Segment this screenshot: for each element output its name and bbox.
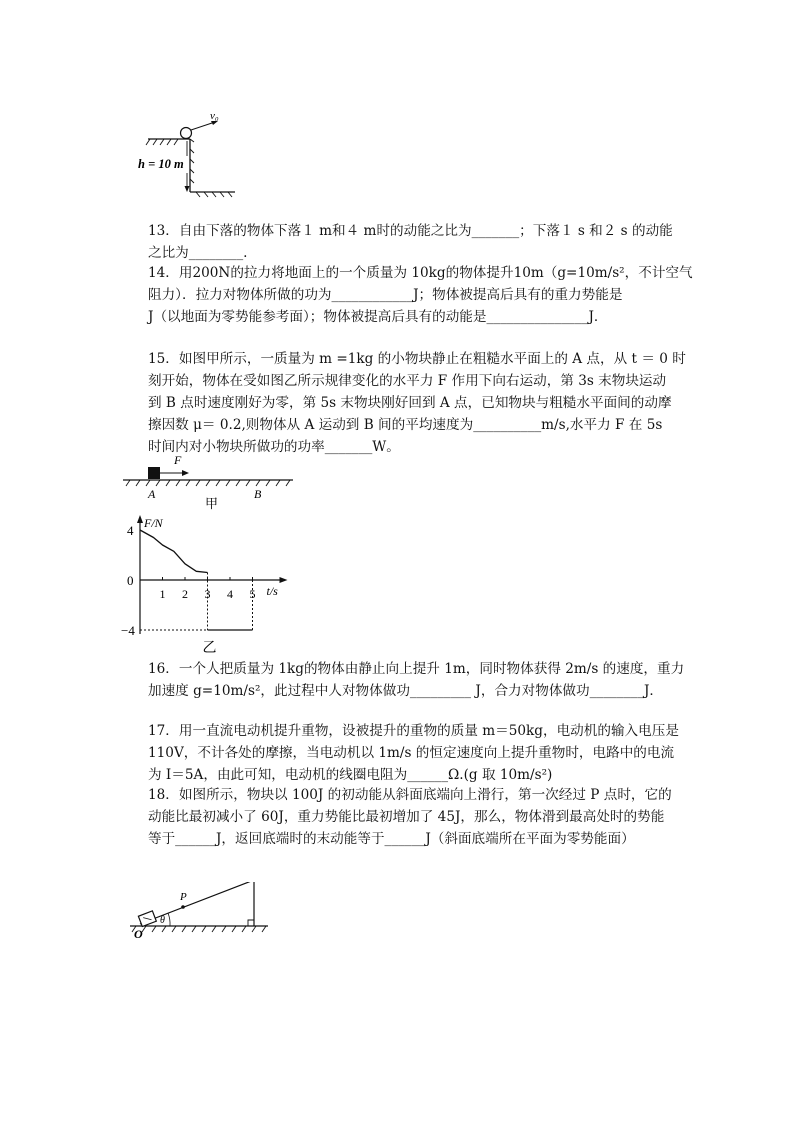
caption-jia: 甲: [205, 496, 219, 511]
q14-line-3: J（以地面为零势能参考面）；物体被提高后具有的动能是_______________J．: [148, 309, 608, 325]
x-tick-label: 2: [182, 587, 188, 601]
q17-line-2: 110V，不计各处的摩擦，当电动机以 1m/s 的恒定速度向上提升重物时，电路中的电流: [148, 745, 675, 761]
cliff-figure: [130, 105, 240, 200]
q18-line-3: 等于______J，返回底端时的末动能等于______J（斜面底端所在平面为零势能面）: [148, 831, 635, 847]
x-axis-arrow: [280, 577, 288, 583]
q14-line-1: 14．用200N的拉力将地面上的一个质量为 10kg的物体提升10m（g=10m/s²，不计空气: [148, 265, 693, 281]
q14-line-2: 阻力）．拉力对物体所做的功为____________J；物体被提高后具有的重力势能是: [148, 287, 623, 303]
force-label: F: [174, 453, 182, 467]
q15-line-2: 刻开始，物体在受如图乙所示规律变化的水平力 F 作用下向右运动，第 3s 末物块运动: [148, 373, 667, 389]
x-tick-label: 3: [204, 587, 211, 601]
point-a: A: [148, 487, 156, 501]
figure-jia: [118, 450, 298, 512]
q17-line-1: 17．用一直流电动机提升重物，设被提升的重物的质量 m＝50kg，电动机的输入电压是: [148, 723, 679, 739]
q16-line-1: 16．一个人把质量为 1kg的物体由静止向上提升 1m，同时物体获得 2m/s 的速度，重力: [148, 661, 685, 677]
y-axis-arrow: [137, 515, 143, 523]
q15-line-3: 到 B 点时速度刚好为零，第 5s 末物块刚好回到 A 点，已知物块与粗糙水平面间的动摩: [148, 395, 672, 411]
figure-yi-chart: [120, 512, 310, 657]
y-tick-label: 4: [127, 523, 134, 538]
force-curve-decreasing: [140, 530, 208, 573]
x-tick-label: 4: [227, 587, 233, 601]
point-b: B: [254, 487, 262, 501]
y-tick-label: −4: [121, 623, 135, 638]
height-label: h = 10 m: [138, 157, 184, 171]
ball: [181, 128, 192, 139]
q18-line-2: 动能比最初减小了 60J，重力势能比最初增加了 45J，那么，物体滑到最高处时的势能: [148, 809, 665, 825]
block: [148, 467, 160, 479]
q15-line-4: 擦因数 μ＝ 0.2,则物体从 A 运动到 B 间的平均速度为__________m/s,水平力 F 在 5s: [148, 417, 663, 433]
q13-line-1: 13．自由下落的物体下落１ m和４ m时的动能之比为_______；下落１ s 和２ s 的动能: [148, 223, 673, 239]
q13-line-2: 之比为________.: [148, 245, 248, 261]
x-tick-label: 1: [159, 587, 166, 601]
q17-line-3: 为 I＝5A，由此可知，电动机的线圈电阻为______Ω.(g 取 10m/s²): [148, 767, 553, 783]
origin-o: O: [134, 927, 143, 941]
point-p: P: [180, 891, 187, 903]
q18-line-1: 18．如图所示，物块以 100J 的初动能从斜面底端向上滑行，第一次经过 P 点时，它的: [148, 787, 672, 803]
x-axis-label: t/s: [266, 584, 278, 598]
incline-figure: [126, 882, 276, 944]
angle-theta: θ: [160, 915, 165, 926]
q15-line-1: 15．如图甲所示，一质量为 m =1kg 的小物块静止在粗糙水平面上的 A 点，从 t ＝ 0 时: [148, 351, 686, 367]
y-axis-label: F/N: [144, 516, 163, 530]
caption-yi: 乙: [202, 641, 217, 656]
q15-line-5: 时间内对小物块所做功的功率_______W。: [148, 439, 400, 455]
q16-line-2: 加速度 g=10m/s²，此过程中人对物体做功_________ J，合力对物体做功________J．: [148, 683, 664, 699]
y-tick-label: 0: [127, 573, 134, 588]
x-tick-label: 5: [249, 587, 256, 601]
v0-label: v₀: [210, 110, 219, 122]
